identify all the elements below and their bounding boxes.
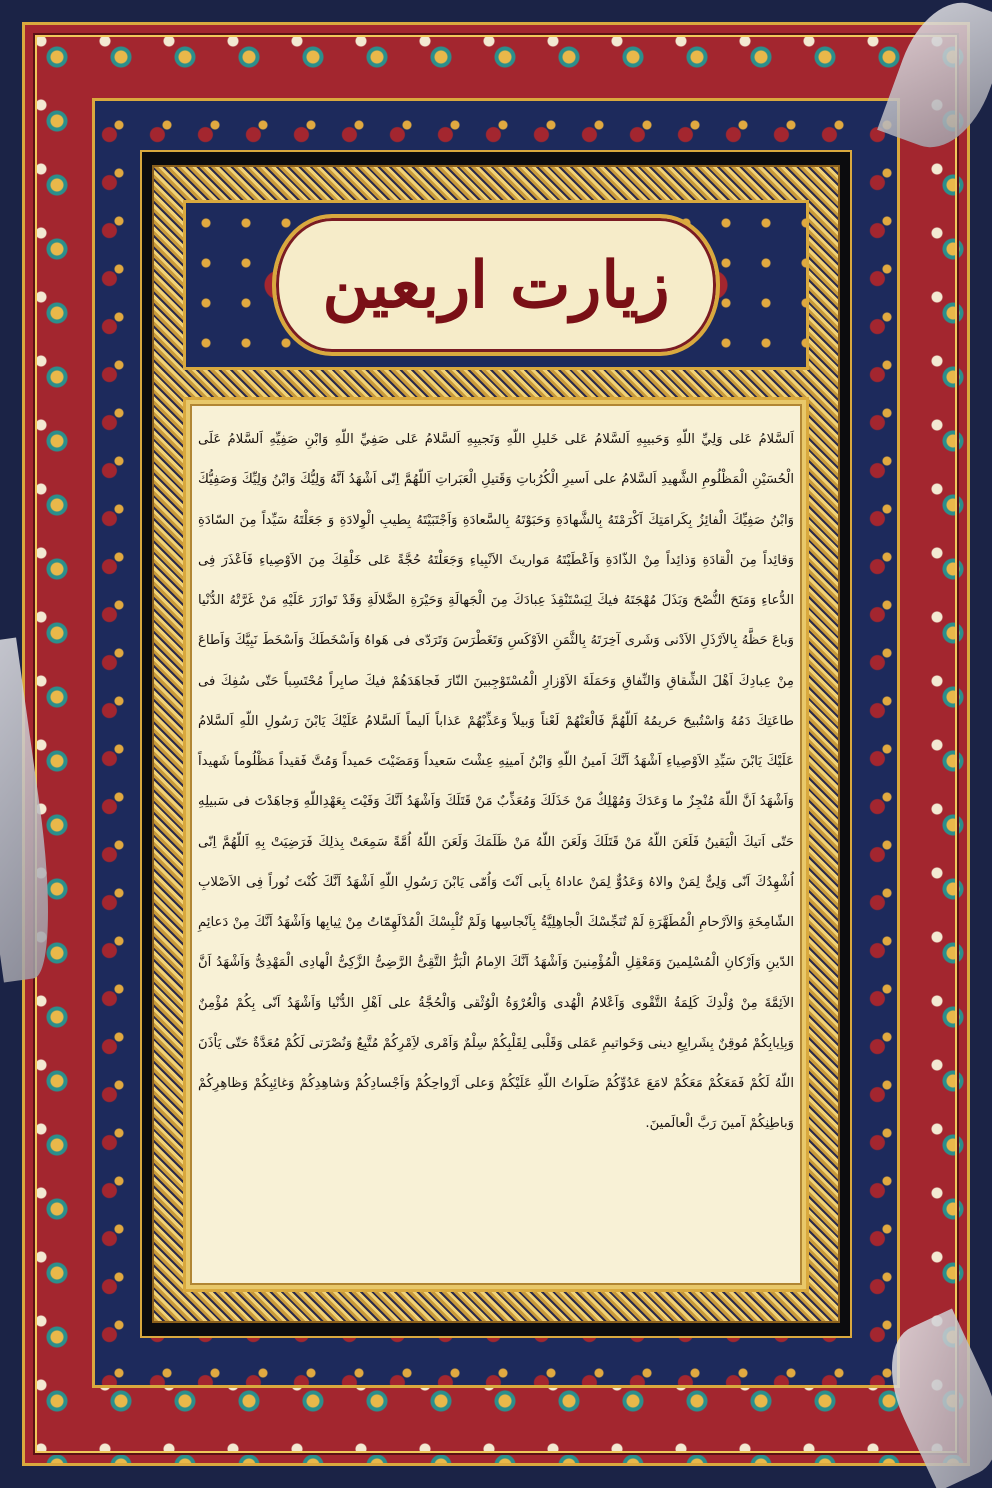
title-cartouche bbox=[272, 214, 720, 356]
prayer-text: اَلسَّلامُ عَلى وَلِيِّ اللّهِ وَحَبيبِهِ اَلسَّلامُ عَلى خَليلِ اللّهِ وَنَجيبِهِ اَلسَّلامُ عَلى صَفِيِّ اللّهِ وَابْنِ صَفِيِّهِ اَلسَّلامُ عَلَى الْحُسَيْنِ الْمَظْلُومِ الشَّهيدِ اَلسَّلامُ على اَسيرِ الْكُرُباتِ وَقَتيلِ الْعَبَراتِ اَللّهُمَّ اِنّى اَشْهَدُ اَنَّهُ وَلِيُّكَ وَابْنُ وَلِيِّكَ وَصَفِيُّكَ وَابْنُ صَفِيِّكَ الْفائِزُ بِكَرامَتِكَ اَكْرَمْتَهُ بِالشَّهادَةِ وَحَبَوْتَهُ بِالسَّعادَةِ وَاَجْتَبَيْتَهُ بِطيبِ الْوِلادَةِ وَ جَعَلْتَهُ سَيِّداً مِنَ السّادَةِ وَقائِداً مِنَ الْقادَةِ وَذائِداً مِنْ الذّادَةِ وَاَعْطَيْتَهُ مَواريثَ الاَنْبِياءِ وَجَعَلْتَهُ حُجَّةً عَلى خَلْقِكَ مِنَ الاَوْصِياءِ فَاَعْذَرَ فِى الدُّعاءِ وَمَنَحَ النُّصْحَ وَبَذَلَ مُهْجَتَهُ فيكَ لِيَسْتَنْقِذَ عِبادَكَ مِنَ الْجَهالَةِ وَحَيْرَةِ الضَّلالَةِ وَقَدْ تَوازَرَ عَلَيْهِ مَنْ غَرَّتْهُ الدُّنْيا وَباعَ حَظَّهُ بِالاَرْذَلِ الاَدْنى وَشَرى آخِرَتَهُ بِالثَّمَنِ الاَوْكَسِ وَتَغَطْرَسَ وَتَرَدّى فى هَواهُ وَاَسْخَطَكَ وَاَسْخَطَ نَبِيَّكَ وَاَطاعَ مِنْ عِبادِكَ اَهْلَ الشِّقاقِ وَالنِّفاقِ وَحَمَلَةَ الاَوْزارِ الْمُسْتَوْجِبينَ النّارَ فَجاهَدَهُمْ فيكَ صابِراً مُحْتَسِباً حَتّى سُفِكَ فى طاعَتِكَ دَمُهُ وَاسْتُبيحَ حَريمُهُ اَللّهُمَّ فَالْعَنْهُمْ لَعْناً وَبيلاً وَعَذِّبْهُمْ عَذاباً اَليماً اَلسَّلامُ عَلَيْكَ يَابْنَ رَسُولِ اللّهِ اَلسَّلامُ عَلَيْكَ يَابْنَ سَيِّدِ الاَوْصِياءِ اَشْهَدُ اَنَّكَ اَمينُ اللّهِ وَابْنُ اَمينِهِ عِشْتَ سَعيداً وَمَضَيْتَ حَميداً وَمُتَّ فَقيداً مَظْلُوماً شَهيداً وَاَشْهَدُ اَنَّ اللّهَ مُنْجِزٌ ما وَعَدَكَ وَمُهْلِكٌ مَنْ خَذَلَكَ وَمُعَذِّبٌ مَنْ قَتَلَكَ وَاَشْهَدُ اَنَّكَ وَفَيْتَ بِعَهْدِاللّهِ وَجاهَدْتَ فى سَبيلِهِ حَتّى اَتيكَ الْيَقينُ فَلَعَنَ اللّهُ مَنْ قَتَلَكَ وَلَعَنَ اللّهُ مَنْ ظَلَمَكَ وَلَعَنَ اللّهُ اُمَّةً سَمِعَتْ بِذلِكَ فَرَضِيَتْ بِهِ اَللّهُمَّ اِنّى اُشْهِدُكَ اَنّى وَلِىٌّ لِمَنْ والاهُ وَعَدُوٌّ لِمَنْ عاداهُ بِاَبى اَنْتَ وَاُمّى يَابْنَ رَسُولِ اللّهِ اَشْهَدُ اَنَّكَ كُنْتَ نُوراً فِى الاَصْلابِ الشّامِخَةِ وَالاَرْحامِ الْمُطَهَّرَةِ لَمْ تُنَجِّسْكَ الْجاهِلِيَّةُ بِاَنْجاسِها وَلَمْ تُلْبِسْكَ الْمُدْلَهِمّاتُ مِنْ ثِيابِها وَاَشْهَدُ اَنَّكَ مِنْ دَعائِمِ الدّينِ وَاَرْكانِ الْمُسْلِمينَ وَمَعْقِلِ الْمُؤْمِنينَ وَاَشْهَدُ اَنَّكَ الاِمامُ الْبَرُّ التَّقِىُّ الرَّضِىُّ الزَّكِىُّ الْهادِى الْمَهْدِىُّ وَاَشْهَدُ اَنَّ الاَئِمَّةَ مِنْ وُلْدِكَ كَلِمَةُ التَّقْوى وَاَعْلامُ الْهُدى وَالْعُرْوَةُ الْوُثْقى وَالْحُجَّةُ على اَهْلِ الدُّنْيا وَاَشْهَدُ اَنّى بِكُمْ مُؤْمِنٌ وَبِاِيابِكُمْ مُوقِنٌ بِشَرايِعِ دينى وَخَواتيمِ عَمَلى وَقَلْبى لِقَلْبِكُمْ سِلْمٌ وَاَمْرى لاَِمْرِكُمْ مُتَّبِعٌ وَنُصْرَتى لَكُمْ مُعَدَّةٌ حَتّى يَاْذَنَ اللّهُ لَكُمْ فَمَعَكُمْ مَعَكُمْ لامَعَ عَدُوِّكُمْ صَلَواتُ اللّهِ عَلَيْكُمْ وَعلى اَرْواحِكُمْ وَاَجْسادِكُمْ وَشاهِدِكُمْ وَغائِبِكُمْ وَظاهِرِكُمْ وَباطِنِكُمْ آمينَ رَبَّ الْعالَمينَ. bbox=[198, 432, 794, 1132]
page-title: زیارت اربعین bbox=[322, 247, 670, 323]
